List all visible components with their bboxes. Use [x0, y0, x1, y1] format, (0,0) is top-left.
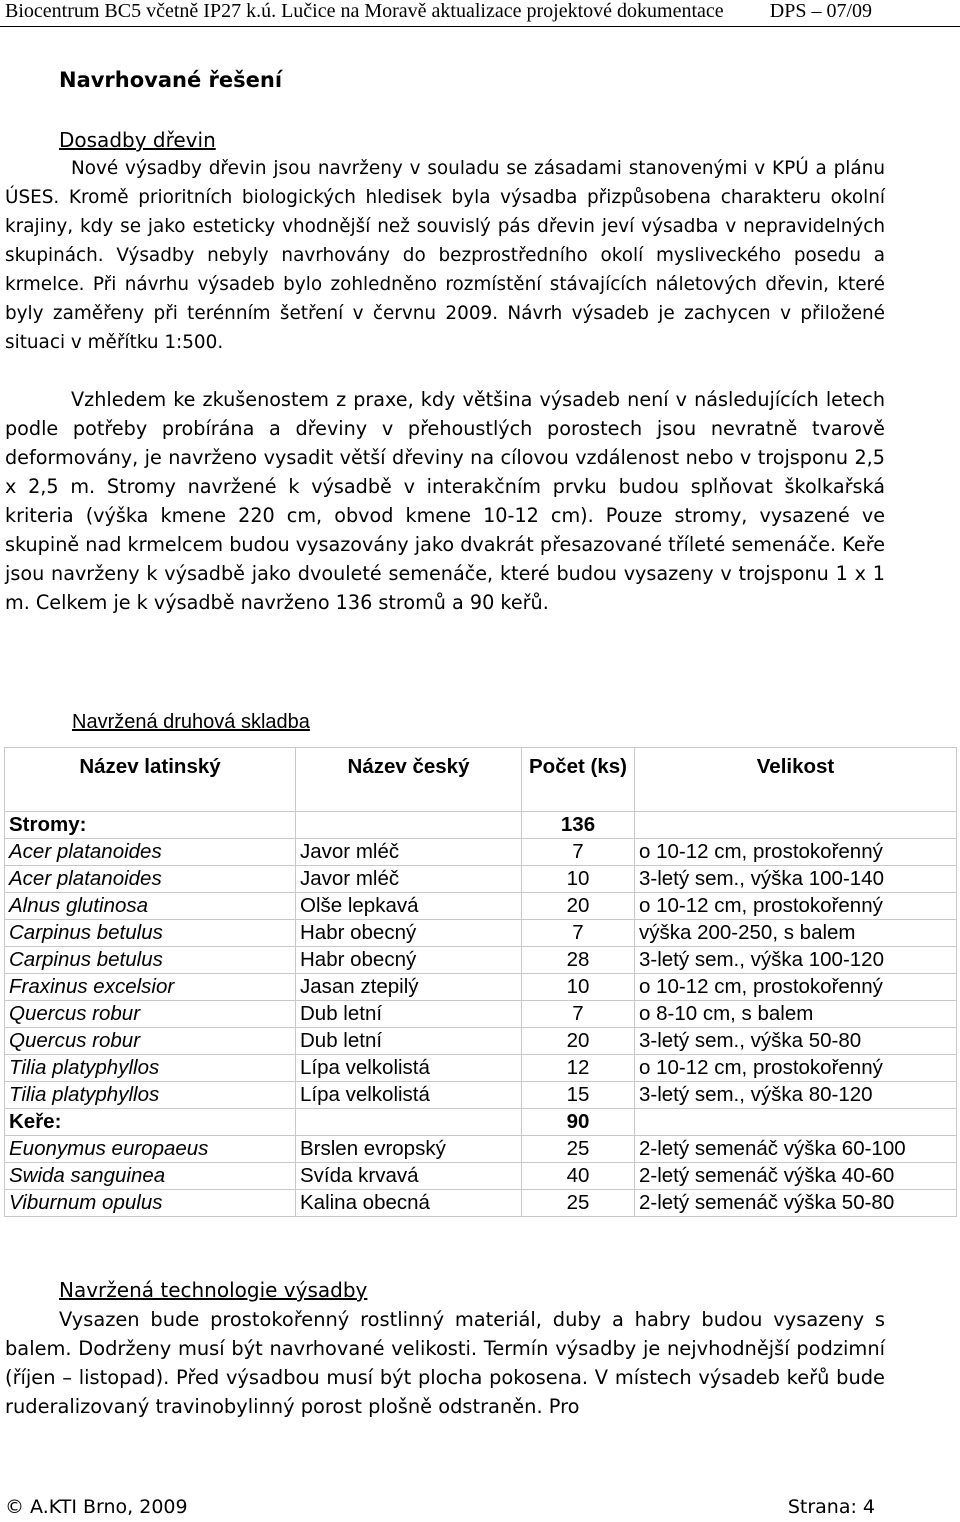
cell-size: o 10-12 cm, prostokořenný	[635, 893, 957, 920]
cell-czech: Kalina obecná	[296, 1190, 522, 1217]
paragraph-plantings-2	[5, 385, 885, 617]
page-header	[0, 0, 960, 27]
paragraph-text: Vzhledem ke zkušenostem z praxe, kdy většina výsadeb není v následujících letech podle potřeby probírána a dřeviny v přehoustlých porostech jsou nevratně tvarově deformovány, je navrženo vysadit větší dřeviny na cílovou vzdálenost nebo v trojsponu 2,5 x 2,5 m. Stromy navržené k výsadbě v interakčním prvku budou splňovat školkařská kriteria (výška kmene 220 cm, obvod kmene 10-12 cm). Pouze stromy, vysazené ve skupině nad krmelcem budou vysazovány jako dvakrát přesazované tříleté semenáče. Keře jsou navrženy k výsadbě jako dvouleté semenáče, které budou vysazeny v trojsponu 1 x 1 m. Celkem je k výsadbě navrženo 136 stromů a 90 keřů.	[5, 388, 885, 614]
table-row	[5, 1136, 957, 1163]
cell-size: o 10-12 cm, prostokořenný	[635, 839, 957, 866]
table-row	[5, 1001, 957, 1028]
cell-latin: Quercus robur	[5, 1028, 296, 1055]
cell-size: 2-letý semenáč výška 50-80	[635, 1190, 957, 1217]
table-row	[5, 947, 957, 974]
cell-latin: Tilia platyphyllos	[5, 1055, 296, 1082]
cell-count: 20	[522, 1028, 635, 1055]
table-row	[5, 1190, 957, 1217]
cell-size: o 10-12 cm, prostokořenný	[635, 1055, 957, 1082]
cell-latin: Quercus robur	[5, 1001, 296, 1028]
cell-size: výška 200-250, s balem	[635, 920, 957, 947]
footer-copyright: © A.KTI Brno, 2009	[5, 1496, 188, 1518]
table-row	[5, 893, 957, 920]
cell-czech: Dub letní	[296, 1001, 522, 1028]
table-row	[5, 974, 957, 1001]
subsection-title-plantings: Dosadby dřevin	[59, 128, 216, 152]
cell-count: 25	[522, 1190, 635, 1217]
cell-count: 136	[522, 812, 635, 839]
table-row	[5, 1082, 957, 1109]
cell-latin: Carpinus betulus	[5, 920, 296, 947]
cell-count: 12	[522, 1055, 635, 1082]
footer-page-number: Strana: 4	[787, 1496, 875, 1518]
cell-count: 7	[522, 1001, 635, 1028]
cell-czech: Javor mléč	[296, 866, 522, 893]
cell-count: 10	[522, 866, 635, 893]
cell-latin: Carpinus betulus	[5, 947, 296, 974]
cell-size: o 10-12 cm, prostokořenný	[635, 974, 957, 1001]
cell-latin: Euonymus europaeus	[5, 1136, 296, 1163]
cell-czech: Dub letní	[296, 1028, 522, 1055]
species-table	[4, 747, 957, 1217]
subsection-title-technology: Navržená technologie výsadby	[59, 1278, 368, 1302]
cell-size: 2-letý semenáč výška 40-60	[635, 1163, 957, 1190]
table-title: Navržená druhová skladba	[72, 711, 310, 733]
cell-latin: Stromy:	[5, 812, 296, 839]
paragraph-text: Vysazen bude prostokořenný rostlinný materiál, duby a habry budou vysazeny s balem. Dodrženy musí být navrhované velikosti. Termín výsadby je nejvhodnější podzimní (říjen – listopad). Před výsadbou musí být plocha pokosena. V místech výsadeb keřů bude ruderalizovaný travinobylinný porost plošně odstraněn. Pro	[5, 1308, 885, 1418]
cell-latin: Keře:	[5, 1109, 296, 1136]
cell-latin: Tilia platyphyllos	[5, 1082, 296, 1109]
header-code: DPS – 07/09	[769, 0, 872, 22]
col-size: Velikost	[635, 748, 957, 812]
cell-size: 3-letý sem., výška 100-140	[635, 866, 957, 893]
cell-size: 3-letý sem., výška 80-120	[635, 1082, 957, 1109]
cell-czech: Olše lepkavá	[296, 893, 522, 920]
cell-size: o 8-10 cm, s balem	[635, 1001, 957, 1028]
cell-count: 7	[522, 920, 635, 947]
cell-czech: Jasan ztepilý	[296, 974, 522, 1001]
table-header-row	[5, 748, 957, 812]
cell-size	[635, 812, 957, 839]
paragraph-plantings-1	[5, 154, 885, 357]
cell-czech	[296, 812, 522, 839]
cell-size: 3-letý sem., výška 100-120	[635, 947, 957, 974]
cell-latin: Acer platanoides	[5, 839, 296, 866]
header-title: Biocentrum BC5 včetně IP27 k.ú. Lučice na Moravě aktualizace projektové dokumentace	[5, 0, 724, 22]
table-row	[5, 1028, 957, 1055]
table-row	[5, 1163, 957, 1190]
table-row	[5, 812, 957, 839]
table-row	[5, 1109, 957, 1136]
cell-czech: Svída krvavá	[296, 1163, 522, 1190]
cell-size	[635, 1109, 957, 1136]
cell-latin: Acer platanoides	[5, 866, 296, 893]
cell-czech: Javor mléč	[296, 839, 522, 866]
cell-count: 25	[522, 1136, 635, 1163]
cell-czech: Habr obecný	[296, 920, 522, 947]
cell-count: 20	[522, 893, 635, 920]
cell-czech: Lípa velkolistá	[296, 1082, 522, 1109]
paragraph-text: Nové výsadby dřevin jsou navrženy v souladu se zásadami stanovenými v KPÚ a plánu ÚSES. Kromě prioritních biologických hledisek byla výsadba přizpůsobena charakteru okolní krajiny, kdy se jako esteticky vhodnější než souvislý pás dřevin jeví výsadba v nepravidelných skupinách. Výsadby nebyly navrhovány do bezprostředního okolí mysliveckého posedu a krmelce. Při návrhu výsadeb bylo zohledněno rozmístění stávajících náletových dřevin, které byly zaměřeny při terénním šetření v červnu 2009. Návrh výsadeb je zachycen v přiložené situaci v měřítku 1:500.	[5, 158, 885, 353]
cell-count: 40	[522, 1163, 635, 1190]
cell-czech: Habr obecný	[296, 947, 522, 974]
table-row	[5, 920, 957, 947]
cell-latin: Alnus glutinosa	[5, 893, 296, 920]
col-czech-name: Název český	[296, 748, 522, 812]
cell-latin: Fraxinus excelsior	[5, 974, 296, 1001]
cell-latin: Swida sanguinea	[5, 1163, 296, 1190]
cell-count: 90	[522, 1109, 635, 1136]
section-heading: Navrhované řešení	[59, 68, 283, 92]
cell-czech: Brslen evropský	[296, 1136, 522, 1163]
cell-count: 28	[522, 947, 635, 974]
table-row	[5, 866, 957, 893]
cell-size: 3-letý sem., výška 50-80	[635, 1028, 957, 1055]
page-footer	[5, 1496, 875, 1518]
cell-size: 2-letý semenáč výška 60-100	[635, 1136, 957, 1163]
cell-count: 7	[522, 839, 635, 866]
col-count: Počet (ks)	[522, 748, 635, 812]
cell-latin: Viburnum opulus	[5, 1190, 296, 1217]
cell-count: 15	[522, 1082, 635, 1109]
cell-czech	[296, 1109, 522, 1136]
cell-count: 10	[522, 974, 635, 1001]
paragraph-technology	[5, 1305, 885, 1421]
cell-czech: Lípa velkolistá	[296, 1055, 522, 1082]
table-row	[5, 1055, 957, 1082]
col-latin-name: Název latinský	[5, 748, 296, 812]
table-row	[5, 839, 957, 866]
